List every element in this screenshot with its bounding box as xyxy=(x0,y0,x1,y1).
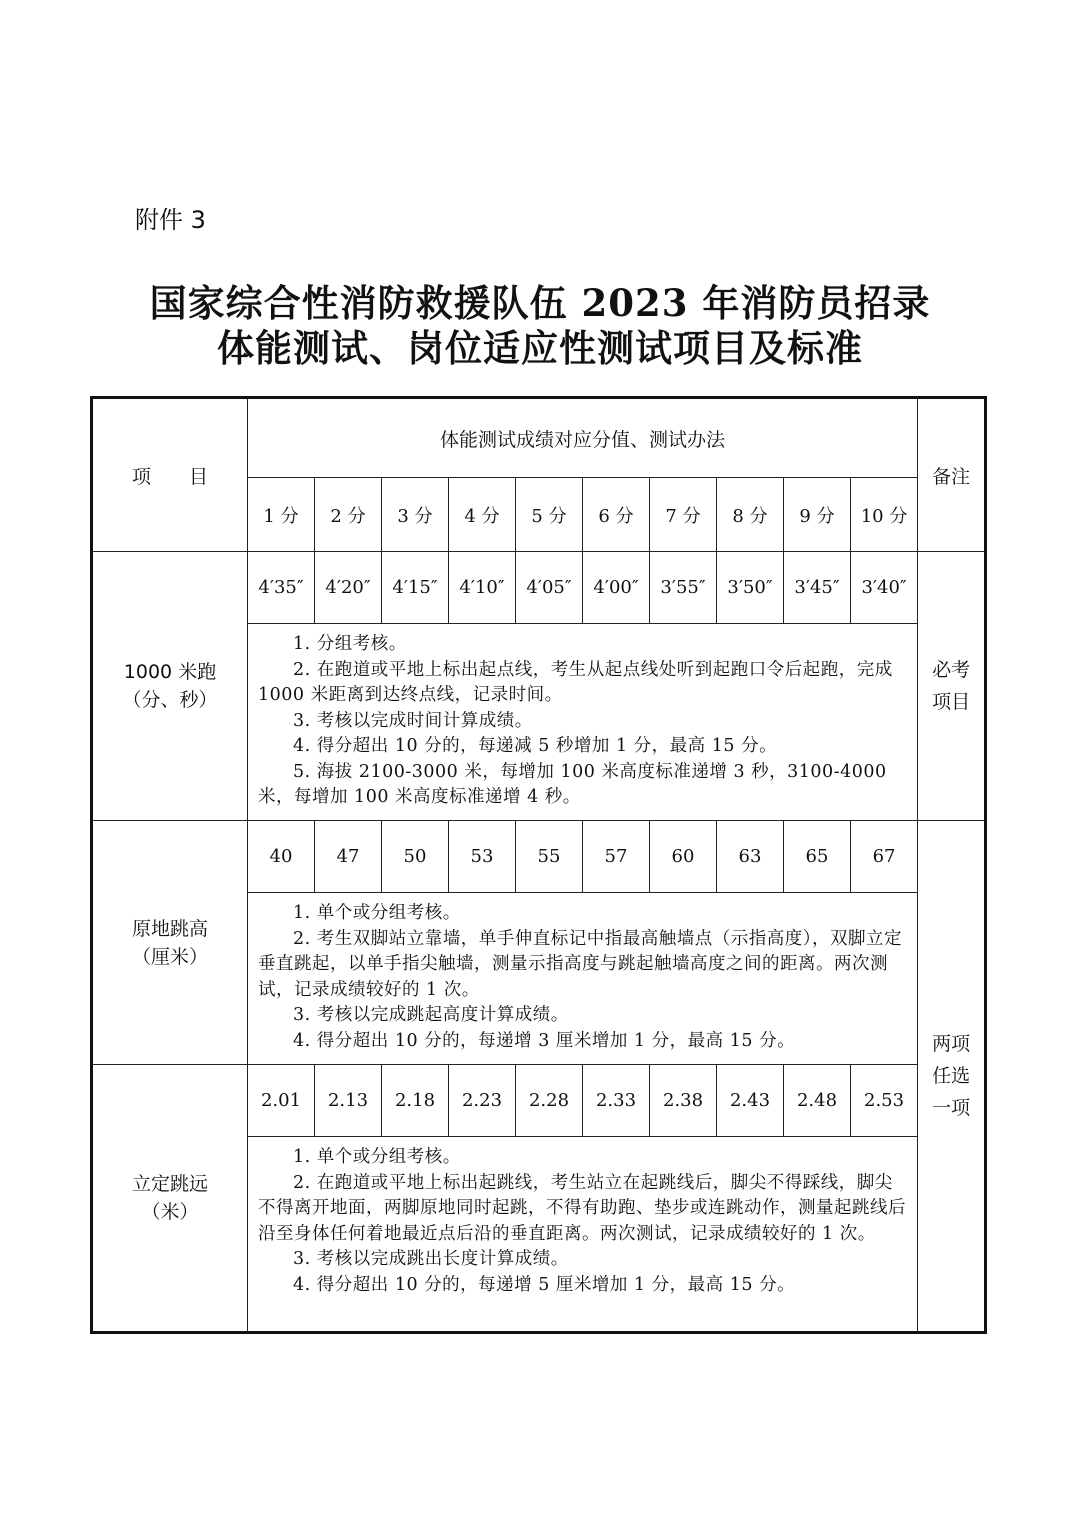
score-header-cell: 2 分 xyxy=(315,478,382,552)
value-cell: 55 xyxy=(516,821,583,893)
method-description-1000m xyxy=(248,624,918,821)
score-header-cell: 10 分 xyxy=(851,478,918,552)
value-cell: 3′40″ xyxy=(851,552,918,624)
value-cell: 3′45″ xyxy=(784,552,851,624)
value-cell: 4′15″ xyxy=(382,552,449,624)
method-line: 3. 考核以完成时间计算成绩。 xyxy=(293,710,533,731)
value-cell: 2.53 xyxy=(851,1065,918,1137)
note-line: 任选 xyxy=(932,1065,971,1087)
header-note: 备注 xyxy=(918,398,986,552)
method-line: 2. 在跑道或平地上标出起跳线，考生站立在起跳线后，脚尖不得踩线，脚尖不得离开地面，两脚原地同时起跳，不得有助跑、垫步或连跳动作，测量起跳线后沿至身体任何着地最近点后沿的垂直距离。两次测试，记录成绩较好的 1 次。 xyxy=(258,1172,906,1244)
method-description-high-jump xyxy=(248,893,918,1065)
value-cell: 4′00″ xyxy=(583,552,650,624)
score-header-cell: 9 分 xyxy=(784,478,851,552)
item-name-line2: （分、秒） xyxy=(122,689,218,711)
value-cell: 57 xyxy=(583,821,650,893)
value-cell: 67 xyxy=(851,821,918,893)
document-title-line2: 体能测试、岗位适应性测试项目及标准 xyxy=(217,326,863,370)
score-header-cell: 8 分 xyxy=(717,478,784,552)
item-name-high-jump xyxy=(92,821,248,1065)
score-header-cell: 6 分 xyxy=(583,478,650,552)
value-cell: 60 xyxy=(650,821,717,893)
value-cell: 40 xyxy=(248,821,315,893)
note-line: 项目 xyxy=(932,691,971,713)
document-title-line1: 国家综合性消防救援队伍 2023 年消防员招录 xyxy=(149,281,931,325)
value-cell: 4′05″ xyxy=(516,552,583,624)
value-cell: 4′20″ xyxy=(315,552,382,624)
attachment-label: 附件 3 xyxy=(135,206,206,234)
method-line: 1. 单个或分组考核。 xyxy=(293,903,461,923)
standards-table xyxy=(90,396,987,1334)
note-required xyxy=(918,552,986,821)
item-name-line1: 1000 米跑 xyxy=(123,661,217,683)
value-cell: 2.01 xyxy=(248,1065,315,1137)
method-description-long-jump xyxy=(248,1137,918,1333)
value-cell: 2.38 xyxy=(650,1065,717,1137)
method-line: 4. 得分超出 10 分的，每递增 5 厘米增加 1 分，最高 15 分。 xyxy=(293,1274,796,1295)
method-line: 2. 在跑道或平地上标出起点线，考生从起点线处听到起跑口令后起跑，完成 1000 米距离到达终点线，记录时间。 xyxy=(258,659,893,705)
score-header-cell: 7 分 xyxy=(650,478,717,552)
method-line: 4. 得分超出 10 分的，每递增 3 厘米增加 1 分，最高 15 分。 xyxy=(293,1030,796,1051)
score-header-cell: 5 分 xyxy=(516,478,583,552)
header-main: 体能测试成绩对应分值、测试办法 xyxy=(248,398,918,478)
item-name-line2: （米） xyxy=(141,1201,199,1223)
value-cell: 2.33 xyxy=(583,1065,650,1137)
value-cell: 4′10″ xyxy=(449,552,516,624)
value-cell: 2.28 xyxy=(516,1065,583,1137)
value-cell: 53 xyxy=(449,821,516,893)
note-choose-one xyxy=(918,821,986,1333)
method-line: 1. 单个或分组考核。 xyxy=(293,1147,461,1167)
score-header-cell: 3 分 xyxy=(382,478,449,552)
method-line: 3. 考核以完成跳起高度计算成绩。 xyxy=(293,1005,569,1025)
item-name-line1: 原地跳高 xyxy=(131,917,208,940)
method-line: 3. 考核以完成跳出长度计算成绩。 xyxy=(293,1249,569,1269)
value-cell: 2.43 xyxy=(717,1065,784,1137)
note-line: 两项 xyxy=(932,1033,971,1055)
header-item: 项 目 xyxy=(92,398,248,552)
item-name-line2: （厘米） xyxy=(131,945,208,968)
value-cell: 3′50″ xyxy=(717,552,784,624)
value-cell: 65 xyxy=(784,821,851,893)
method-line: 2. 考生双脚站立靠墙，单手伸直标记中指最高触墙点（示指高度），双脚立定垂直跳起，以单手指尖触墙，测量示指高度与跳起触墙高度之间的距离。两次测试，记录成绩较好的 1 次。 xyxy=(258,928,903,1000)
item-name-long-jump xyxy=(92,1065,248,1333)
value-cell: 2.48 xyxy=(784,1065,851,1137)
note-line: 必考 xyxy=(932,659,971,681)
value-cell: 63 xyxy=(717,821,784,893)
method-line: 1. 分组考核。 xyxy=(293,634,407,654)
item-name-line1: 立定跳远 xyxy=(131,1173,208,1195)
value-cell: 50 xyxy=(382,821,449,893)
value-cell: 2.18 xyxy=(382,1065,449,1137)
value-cell: 47 xyxy=(315,821,382,893)
note-line: 一项 xyxy=(932,1097,971,1119)
method-line: 5. 海拔 2100-3000 米，每增加 100 米高度标准递增 3 秒，3100-4000 米，每增加 100 米高度标准递增 4 秒。 xyxy=(258,761,887,807)
method-line: 4. 得分超出 10 分的，每递减 5 秒增加 1 分，最高 15 分。 xyxy=(293,736,778,756)
value-cell: 2.23 xyxy=(449,1065,516,1137)
value-cell: 3′55″ xyxy=(650,552,717,624)
value-cell: 4′35″ xyxy=(248,552,315,624)
value-cell: 2.13 xyxy=(315,1065,382,1137)
item-name-1000m xyxy=(92,552,248,821)
score-header-cell: 4 分 xyxy=(449,478,516,552)
score-header-cell: 1 分 xyxy=(248,478,315,552)
